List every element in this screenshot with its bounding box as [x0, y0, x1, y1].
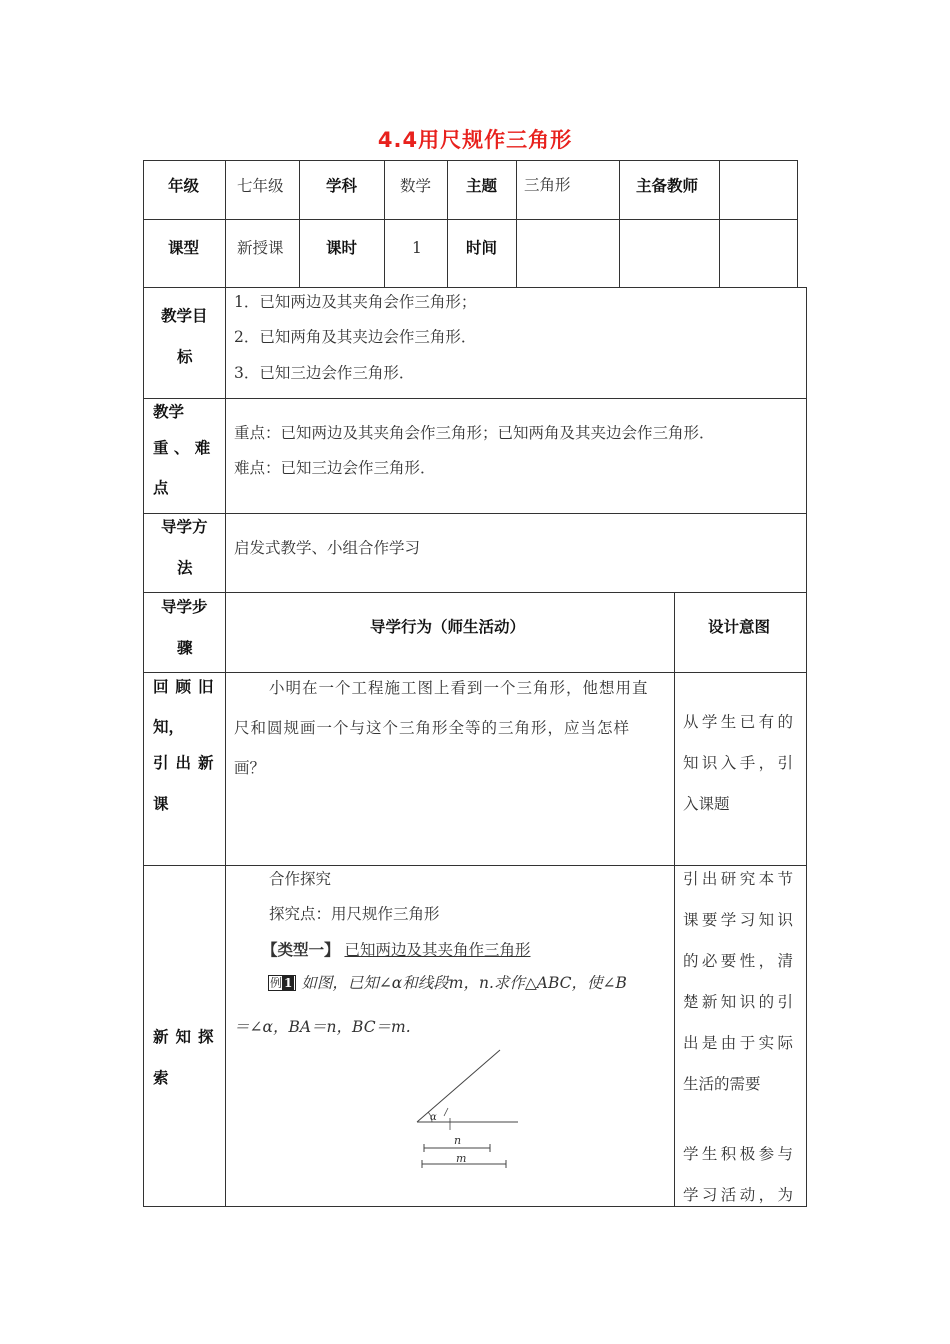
- page-title: 4.4用尺规作三角形: [377, 128, 573, 152]
- review-intent-line: 入课题: [683, 795, 730, 813]
- n-label: n: [454, 1134, 462, 1147]
- period-label: 课时: [326, 239, 358, 257]
- example-tag: 例: [270, 976, 283, 990]
- method-label-cont: 法: [177, 559, 193, 577]
- explore-intent-line: 引出研究本节: [683, 870, 797, 888]
- objectives-label: 教学目: [161, 307, 208, 325]
- explore-intent-line: 学生积极参与: [683, 1145, 797, 1163]
- subject-value: 数学: [400, 177, 432, 195]
- review-label-cont: 知，: [153, 718, 185, 736]
- review-text-line: 尺和圆规画一个与这个三角形全等的三角形，应当怎样: [234, 719, 631, 737]
- steps-label-cont: 骤: [177, 639, 193, 657]
- review-label-intro: 引出新: [153, 754, 221, 772]
- explore-heading: 合作探究: [269, 870, 332, 888]
- review-intent-line: 从学生已有的: [683, 713, 797, 731]
- alpha-label: α: [430, 1112, 437, 1123]
- explore-intent-line: 楚新知识的引: [683, 993, 797, 1011]
- example-number: 1: [284, 976, 293, 990]
- grade-label: 年级: [168, 177, 200, 195]
- type-value: 新授课: [237, 239, 284, 257]
- teacher-label: 主备教师: [636, 177, 699, 195]
- focus-text: 重点：已知两边及其夹角会作三角形；已知两角及其夹边会作三角形．: [234, 424, 715, 442]
- review-intent-line: 知识入手，引: [683, 754, 797, 772]
- compass-mark: [444, 1108, 448, 1116]
- angle-figure: [414, 1046, 524, 1170]
- review-text-line: 小明在一个工程施工图上看到一个三角形，他想用直: [269, 679, 649, 697]
- review-text-line: 画？: [234, 759, 266, 777]
- topic-value: 三角形: [524, 176, 571, 194]
- method-label: 导学方: [161, 518, 208, 536]
- period-value: 1: [412, 239, 422, 257]
- steps-label: 导学步: [161, 598, 208, 616]
- explore-label-cont: 索: [153, 1069, 169, 1087]
- example-text-cont: ＝∠α，BA＝n，BC＝m.: [234, 1018, 411, 1036]
- subject-label: 学科: [326, 177, 358, 195]
- explore-intent-line: 课要学习知识: [683, 911, 797, 929]
- objective-item: 2．已知两角及其夹边会作三角形．: [234, 328, 477, 346]
- activity-column-header: 导学行为（师生活动）: [370, 618, 526, 636]
- topic-label: 主题: [466, 177, 498, 195]
- example-badge: [268, 975, 296, 991]
- explore-intent-line: 学习活动，为: [683, 1186, 797, 1204]
- type-label: 课型: [168, 239, 200, 257]
- review-label: 回顾旧: [153, 678, 221, 696]
- m-label: m: [456, 1152, 467, 1165]
- objectives-label-cont: 标: [177, 348, 193, 366]
- type-tag: 【类型一】: [262, 940, 340, 959]
- key-points-label-end: 点: [153, 479, 169, 497]
- review-label-end: 课: [153, 795, 169, 813]
- difficulty-text: 难点：已知三边会作三角形．: [234, 459, 436, 477]
- example-line: [268, 973, 627, 993]
- explore-type: [262, 940, 530, 960]
- objective-item: 3．已知三边会作三角形．: [234, 364, 415, 382]
- time-label: 时间: [466, 239, 498, 257]
- key-points-label-cont: 重 、 难: [153, 439, 211, 457]
- type-title: 已知两边及其夹角作三角形: [344, 941, 531, 959]
- explore-intent-line: 生活的需要: [683, 1075, 761, 1093]
- grade-value: 七年级: [237, 177, 284, 195]
- explore-intent-line: 的必要性，清: [683, 952, 797, 970]
- explore-point: 探究点：用尺规作三角形: [269, 905, 440, 923]
- objective-item: 1．已知两边及其夹角会作三角形；: [234, 293, 477, 311]
- example-text: 如图，已知∠α和线段m，n.求作△ABC，使∠B: [301, 974, 627, 992]
- explore-label: 新知探: [153, 1028, 221, 1046]
- intent-column-header: 设计意图: [708, 618, 771, 636]
- key-points-label: 教学: [153, 403, 185, 421]
- method-value: 启发式教学、小组合作学习: [234, 539, 421, 557]
- explore-intent-line: 出是由于实际: [683, 1034, 797, 1052]
